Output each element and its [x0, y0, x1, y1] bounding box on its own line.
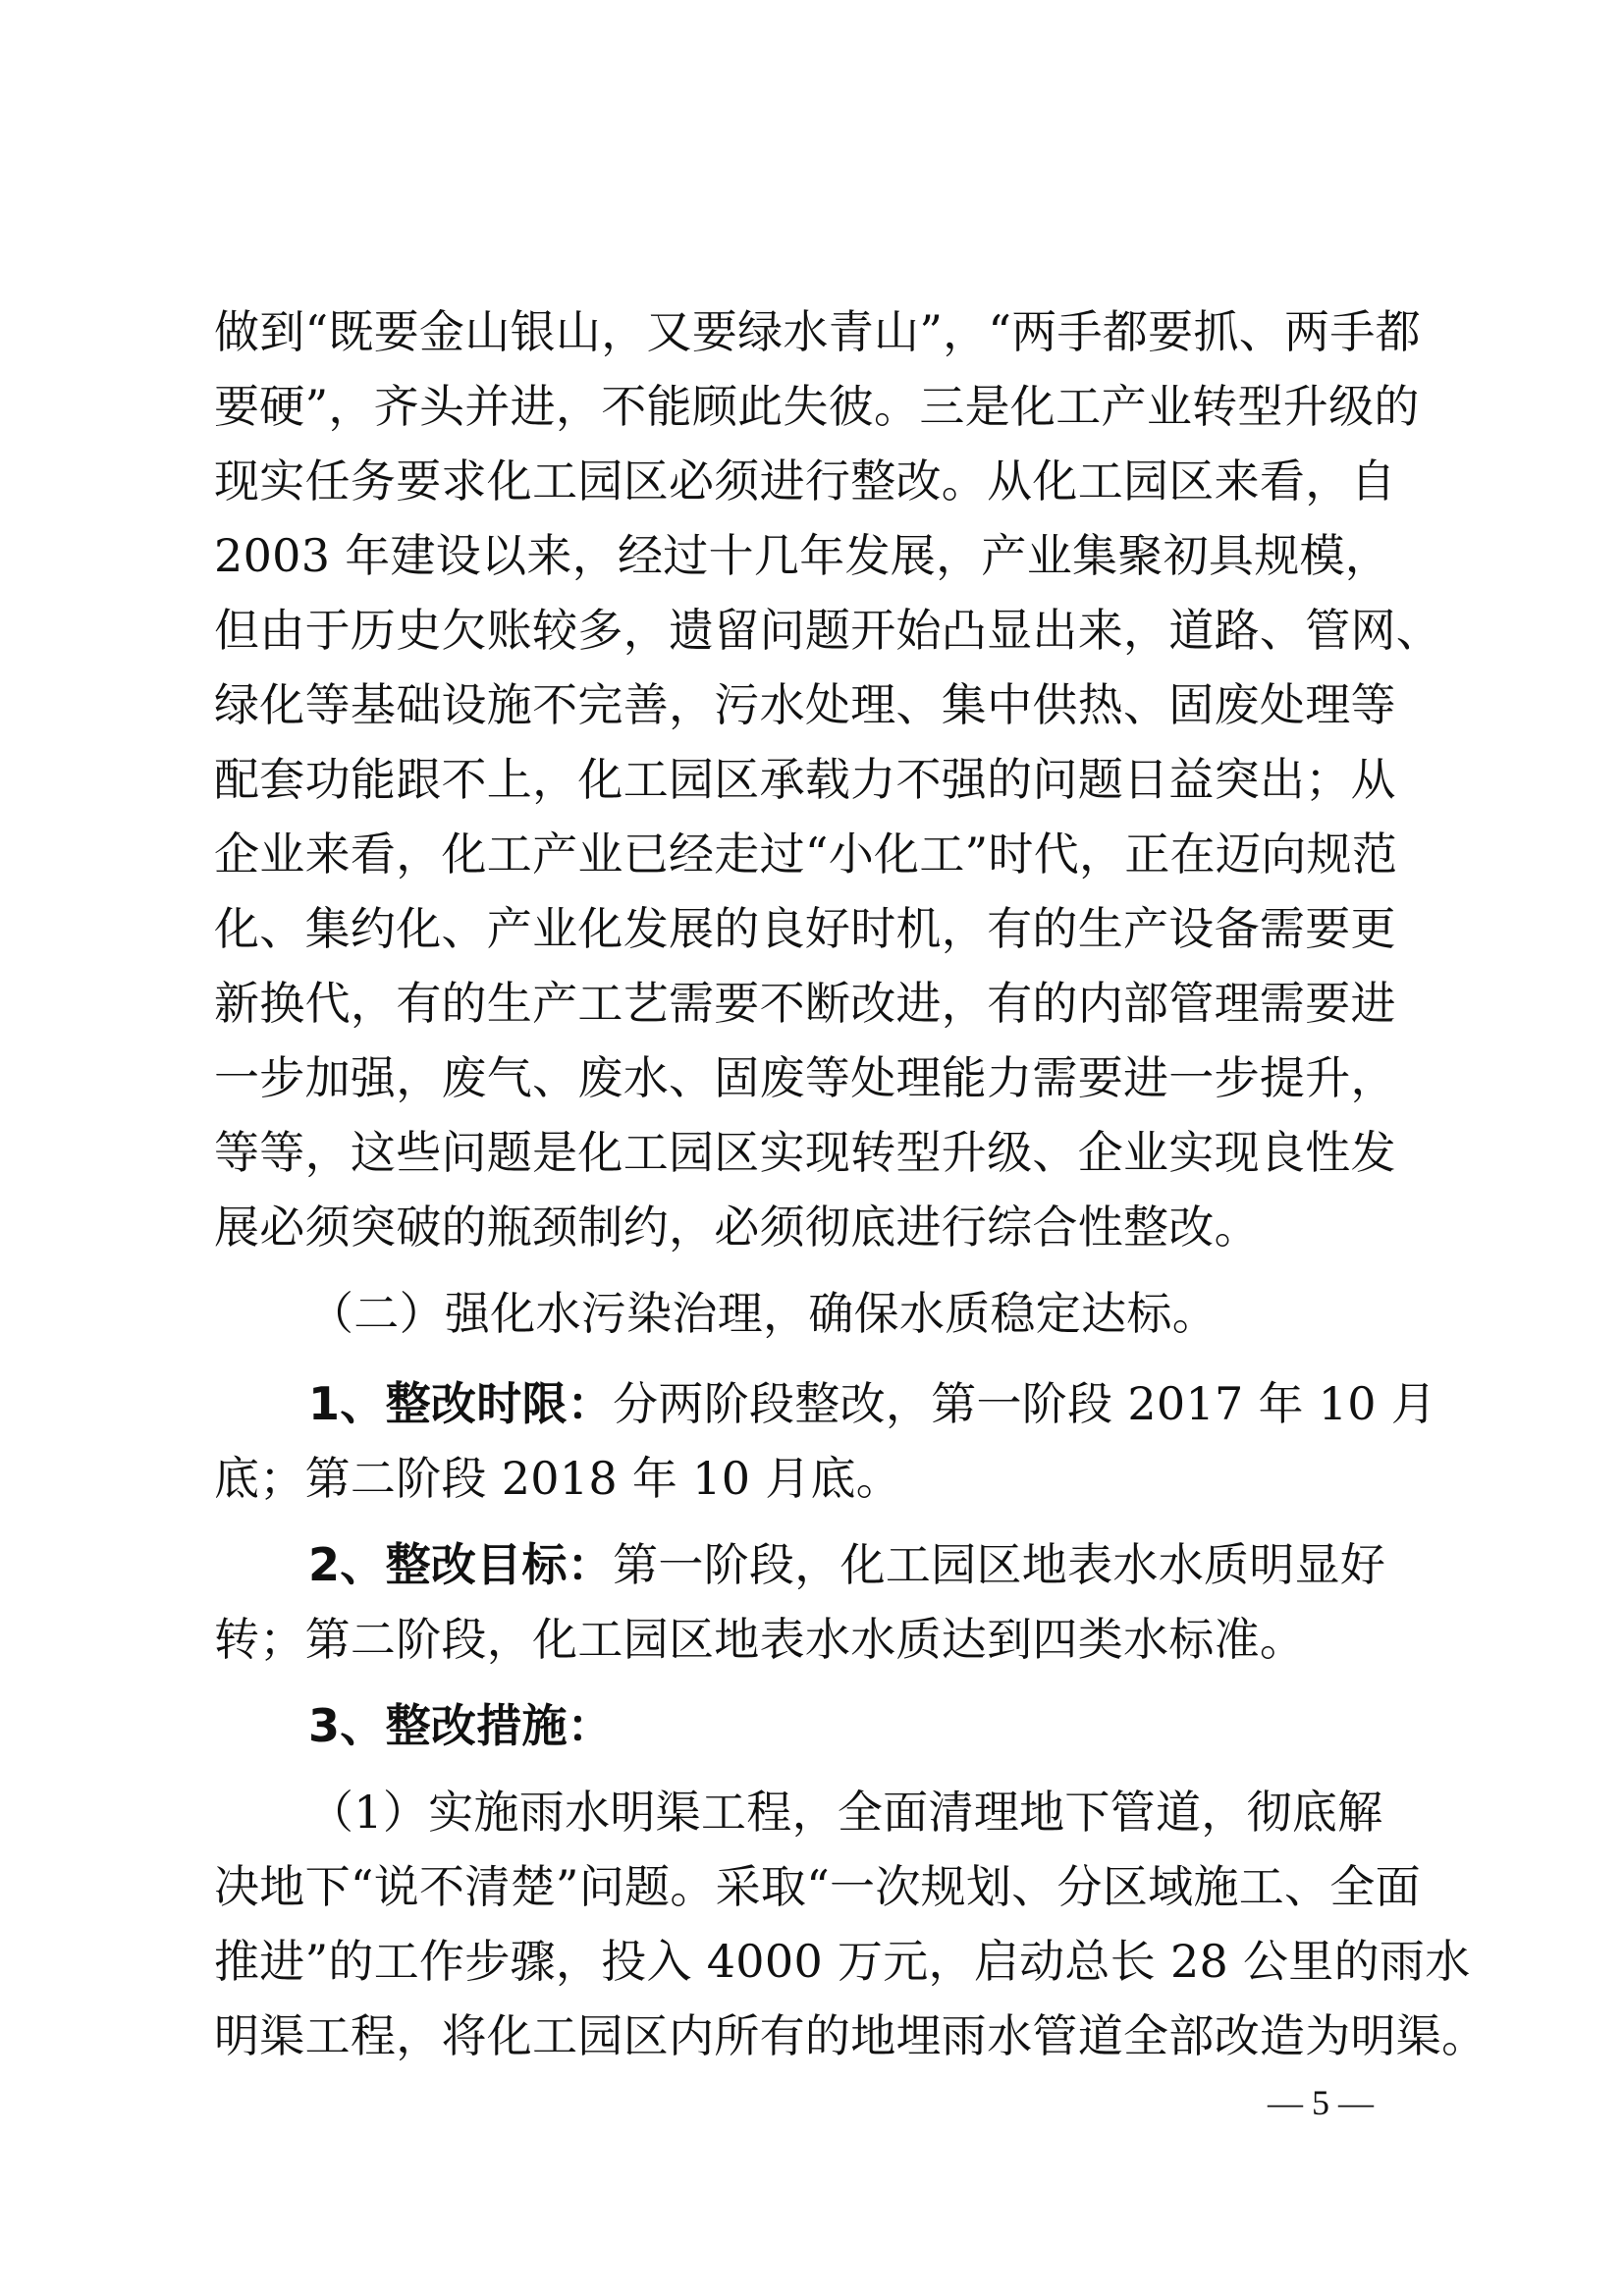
item-2-label: 2、整改目标：	[308, 1538, 614, 1591]
paragraph-line: 配套功能跟不上，化工园区承载力不强的问题日益突出；从	[214, 753, 1396, 806]
paragraph-line: 要硬”，齐头并进，不能顾此失彼。三是化工产业转型升级的	[214, 380, 1420, 433]
item-1-text: 分两阶段整改，第一阶段 2017 年 10 月	[613, 1377, 1437, 1430]
item-2-text: 第一阶段，化工园区地表水水质明显好	[613, 1538, 1386, 1591]
item-2-line-2: 转；第二阶段，化工园区地表水水质达到四类水标准。	[214, 1613, 1306, 1666]
paragraph-line: 绿化等基础设施不完善，污水处理、集中供热、固废处理等	[214, 678, 1396, 731]
item-2-line-1	[214, 1527, 1402, 1602]
paragraph-line: 但由于历史欠账较多，遗留问题开始凸显出来，道路、管网、	[214, 604, 1442, 657]
paragraph-line: 2003 年建设以来，经过十几年发展，产业集聚初具规模，	[214, 529, 1391, 582]
paragraph-line: 做到“既要金山银山，又要绿水青山”，“两手都要抓、两手都	[214, 305, 1421, 358]
measure-1-line: （1）实施雨水明渠工程，全面清理地下管道，彻底解	[308, 1786, 1383, 1839]
item-1-line-1	[214, 1366, 1437, 1441]
paragraph-line: 一步加强，废气、废水、固废等处理能力需要进一步提升，	[214, 1051, 1396, 1104]
item-3-line	[214, 1688, 1402, 1763]
item-3-label: 3、整改措施：	[308, 1699, 614, 1752]
paragraph-line: 展必须突破的瓶颈制约，必须彻底进行综合性整改。	[214, 1201, 1260, 1254]
paragraph-line: 等等，这些问题是化工园区实现转型升级、企业实现良性发	[214, 1126, 1396, 1179]
paragraph-line: 企业来看，化工产业已经走过“小化工”时代，正在迈向规范	[214, 828, 1398, 881]
measure-1-line: 明渠工程，将化工园区内所有的地埋雨水管道全部改造为明渠。	[214, 2009, 1488, 2062]
page-number: — 5 —	[1268, 2083, 1374, 2122]
item-1-line-2: 底；第二阶段 2018 年 10 月底。	[214, 1452, 902, 1505]
measure-1-line: 决地下“说不清楚”问题。采取“一次规划、分区域施工、全面	[214, 1860, 1421, 1913]
item-1-label: 1、整改时限：	[308, 1377, 614, 1430]
paragraph-line: 新换代，有的生产工艺需要不断改进，有的内部管理需要进	[214, 977, 1396, 1030]
measure-1-line: 推进”的工作步骤，投入 4000 万元，启动总长 28 公里的雨水	[214, 1935, 1471, 1988]
paragraph-line: 现实任务要求化工园区必须进行整改。从化工园区来看，自	[214, 454, 1396, 507]
paragraph-line: 化、集约化、产业化发展的良好时机，有的生产设备需要更	[214, 902, 1396, 955]
section-heading: （二）强化水污染治理，确保水质稳定达标。	[308, 1287, 1218, 1340]
